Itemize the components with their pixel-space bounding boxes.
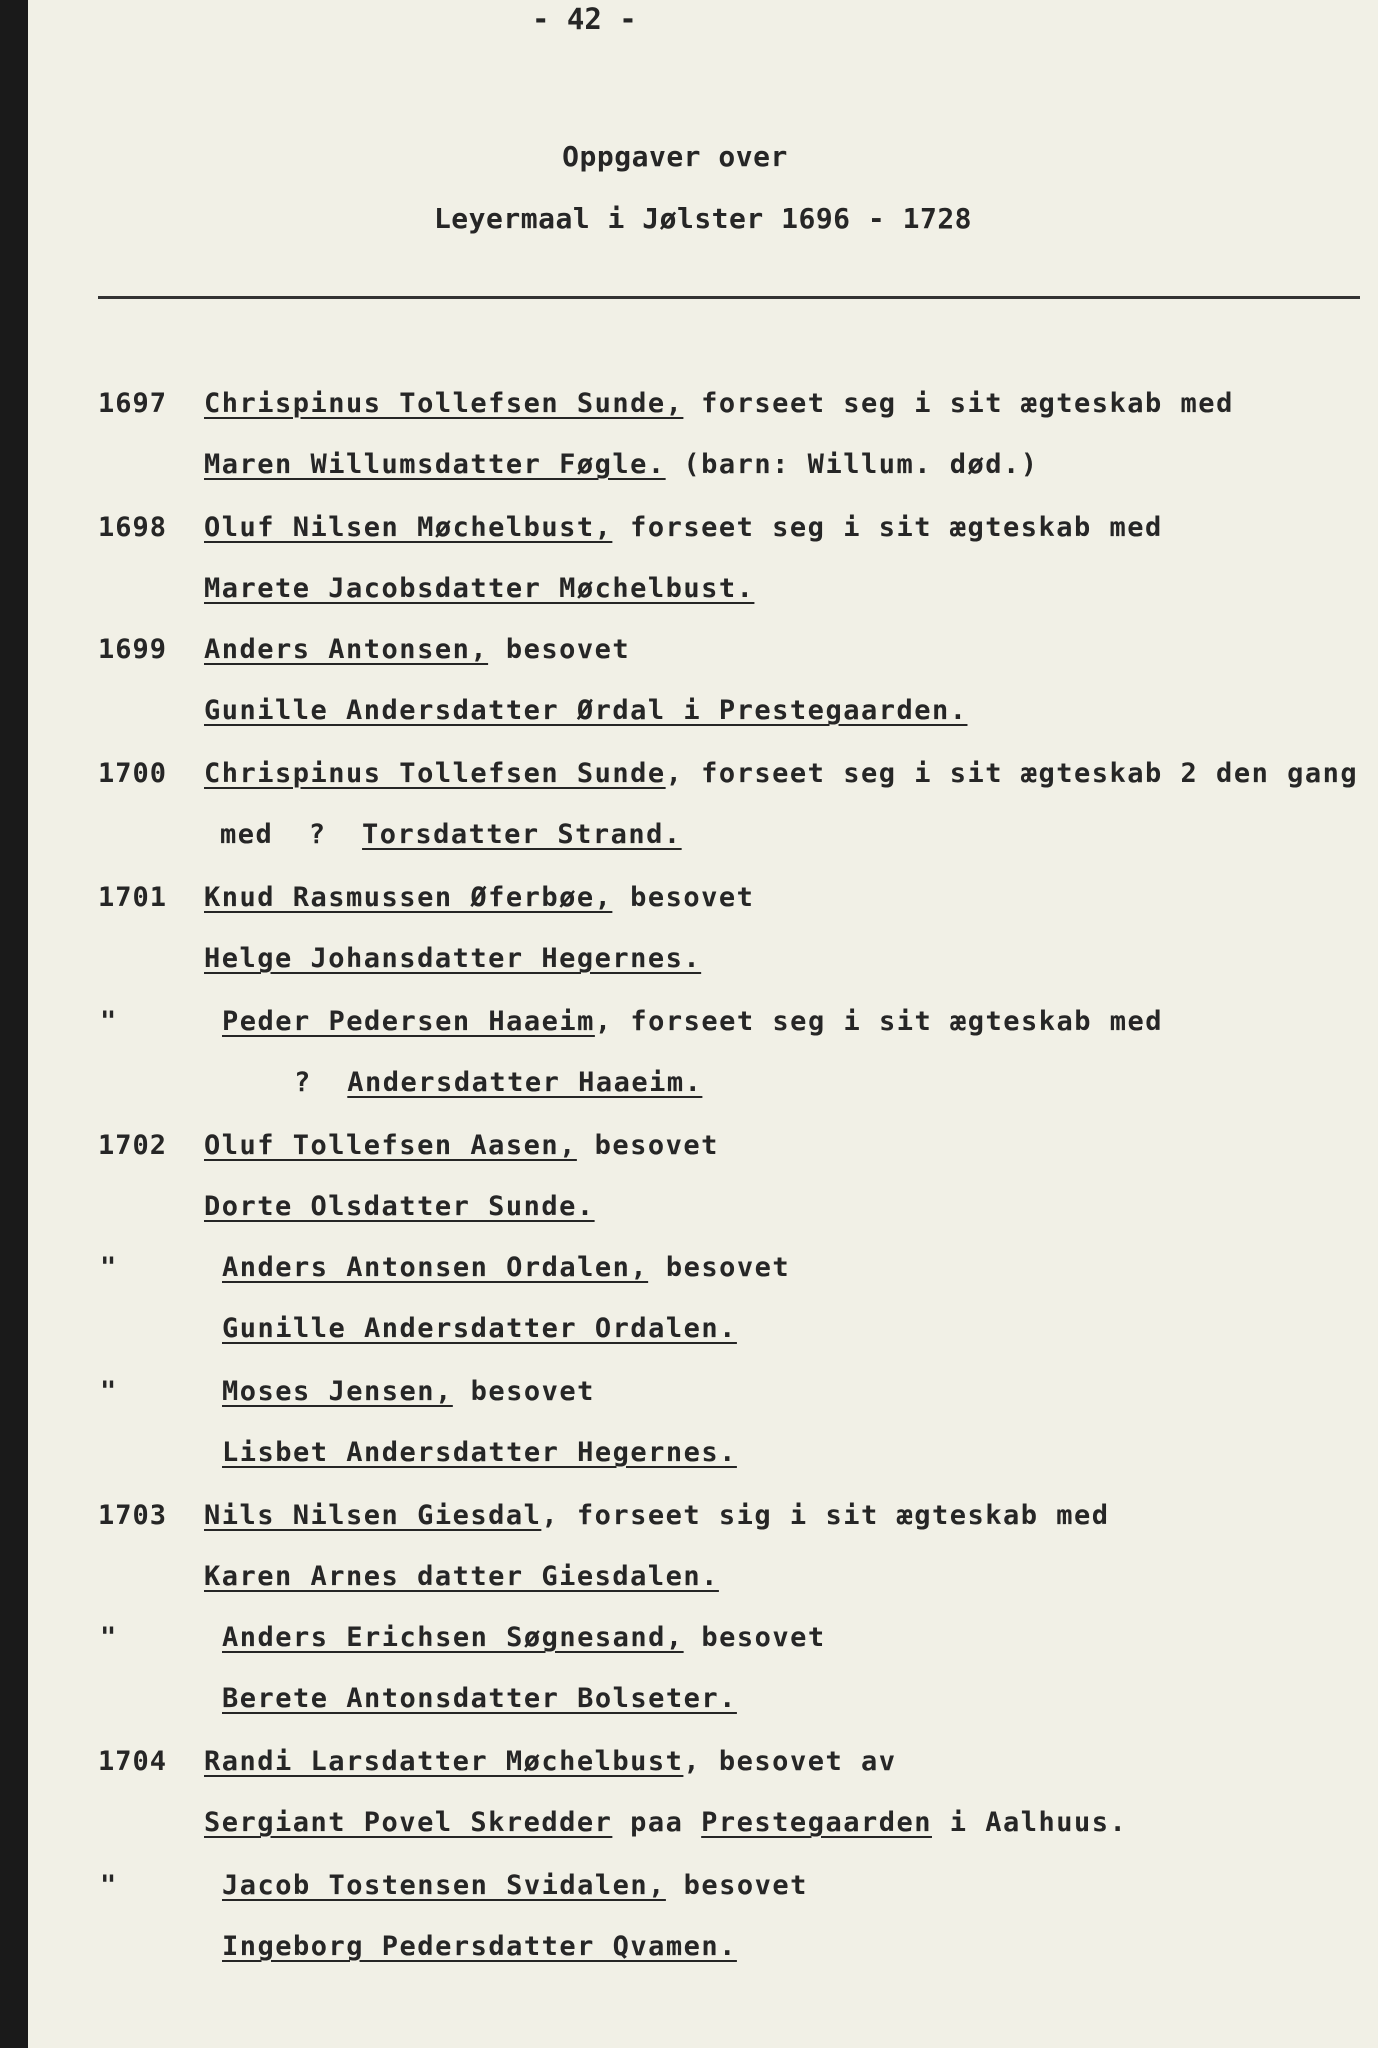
entry-text: besovet: [452, 1376, 595, 1407]
entry-text: forseet seg i sit ægteskab med: [612, 512, 1163, 543]
entry-line-2: [222, 1683, 737, 1714]
entry-text: , forseet seg i sit ægteskab 2 den gang: [665, 758, 1359, 789]
entry-line-1: [204, 512, 1163, 543]
entry-line-2: [204, 1807, 1127, 1838]
entry-text: i Aalhuus.: [931, 1807, 1128, 1838]
person-name: Berete Antonsdatter Bolseter.: [222, 1683, 737, 1714]
entry-line-1: [204, 634, 630, 665]
person-name: Marete Jacobsdatter Møchelbust.: [204, 573, 755, 604]
entry-year: ": [100, 1870, 118, 1901]
entry-line-1: [222, 1252, 790, 1283]
person-name: Torsdatter Strand.: [362, 819, 682, 850]
entry-year: 1698: [98, 512, 168, 543]
person-name: Gunille Andersdatter Ordalen.: [222, 1313, 737, 1344]
person-name: Gunille Andersdatter Ørdal i Prestegaarden.: [204, 695, 968, 726]
entry-prefix: med ?: [220, 819, 363, 850]
entry-text: besovet: [576, 1130, 719, 1161]
page-number: - 42 -: [532, 2, 637, 36]
person-name: Oluf Tollefsen Aasen,: [204, 1130, 577, 1161]
entry-line-2: [222, 1437, 737, 1468]
entry-text: besovet: [648, 1252, 791, 1283]
entry-line-2: [204, 695, 967, 726]
divider-rule: [98, 296, 1360, 299]
entry-prefix: ?: [294, 1067, 348, 1098]
person-name: Peder Pedersen Haaeim: [222, 1006, 595, 1037]
entry-year: 1699: [98, 634, 168, 665]
entry-text: paa: [612, 1807, 702, 1838]
place-name: Prestegaarden: [701, 1807, 932, 1838]
person-name: Ingeborg Pedersdatter Qvamen.: [222, 1931, 737, 1962]
person-name: Chrispinus Tollefsen Sunde: [204, 758, 666, 789]
person-name: Maren Willumsdatter Føgle.: [204, 449, 666, 480]
person-name: Moses Jensen,: [222, 1376, 453, 1407]
document-page: [28, 0, 1378, 2048]
entry-text: , besovet av: [683, 1746, 897, 1777]
entry-year: 1703: [98, 1500, 168, 1531]
entry-line-2: [222, 1931, 737, 1962]
entry-text: besovet: [488, 634, 631, 665]
entry-line-1: [222, 1870, 808, 1901]
entry-line-1: [204, 388, 1234, 419]
entry-text: besovet: [612, 882, 755, 913]
person-name: Andersdatter Haaeim.: [347, 1067, 703, 1098]
entry-line-2: [204, 573, 754, 604]
entry-line-1: [204, 1130, 719, 1161]
entry-year: 1697: [98, 388, 168, 419]
entry-text: besovet: [665, 1870, 808, 1901]
person-name: Lisbet Andersdatter Hegernes.: [222, 1437, 737, 1468]
person-name: Anders Antonsen Ordalen,: [222, 1252, 649, 1283]
person-name: Chrispinus Tollefsen Sunde,: [204, 388, 684, 419]
person-name: Anders Antonsen,: [204, 634, 489, 665]
person-name: Oluf Nilsen Møchelbust,: [204, 512, 613, 543]
entry-year: ": [100, 1252, 118, 1283]
person-name: Anders Erichsen Søgnesand,: [222, 1622, 684, 1653]
person-name: Dorte Olsdatter Sunde.: [204, 1191, 595, 1222]
entry-line-2: [294, 1067, 702, 1098]
title-line-1: Oppgaver over: [562, 140, 788, 173]
entry-year: 1704: [98, 1746, 168, 1777]
entry-year: ": [100, 1622, 118, 1653]
person-name: Helge Johansdatter Hegernes.: [204, 943, 702, 974]
person-name: Sergiant Povel Skredder: [204, 1807, 613, 1838]
entry-line-2: [220, 819, 682, 850]
entry-line-1: [204, 758, 1358, 789]
person-name: Karen Arnes datter Giesdalen.: [204, 1561, 719, 1592]
person-name: Jacob Tostensen Svidalen,: [222, 1870, 666, 1901]
entry-line-1: [222, 1622, 826, 1653]
entry-year: ": [100, 1376, 118, 1407]
entry-line-2: [204, 1191, 595, 1222]
entry-text: , forseet seg i sit ægteskab med: [594, 1006, 1164, 1037]
entry-text: besovet: [683, 1622, 826, 1653]
entry-year: 1702: [98, 1130, 168, 1161]
entry-line-1: [222, 1006, 1163, 1037]
entry-text: (barn: Willum. død.): [665, 449, 1039, 480]
entry-line-1: [204, 882, 754, 913]
entry-line-1: [204, 1746, 896, 1777]
entry-year: 1700: [98, 758, 168, 789]
entry-text: , forseet sig i sit ægteskab med: [541, 1500, 1110, 1531]
entry-line-2: [204, 449, 1039, 480]
entry-line-1: [222, 1376, 595, 1407]
entry-line-2: [222, 1313, 737, 1344]
entry-year: 1701: [98, 882, 168, 913]
title-line-2: Leyermaal i Jølster 1696 - 1728: [433, 202, 973, 235]
entry-year: ": [100, 1006, 118, 1037]
person-name: Nils Nilsen Giesdal: [204, 1500, 542, 1531]
person-name: Knud Rasmussen Øferbøe,: [204, 882, 613, 913]
entry-text: forseet seg i sit ægteskab med: [683, 388, 1234, 419]
entry-line-1: [204, 1500, 1110, 1531]
person-name: Randi Larsdatter Møchelbust: [204, 1746, 684, 1777]
entry-line-2: [204, 1561, 719, 1592]
entry-line-2: [204, 943, 701, 974]
